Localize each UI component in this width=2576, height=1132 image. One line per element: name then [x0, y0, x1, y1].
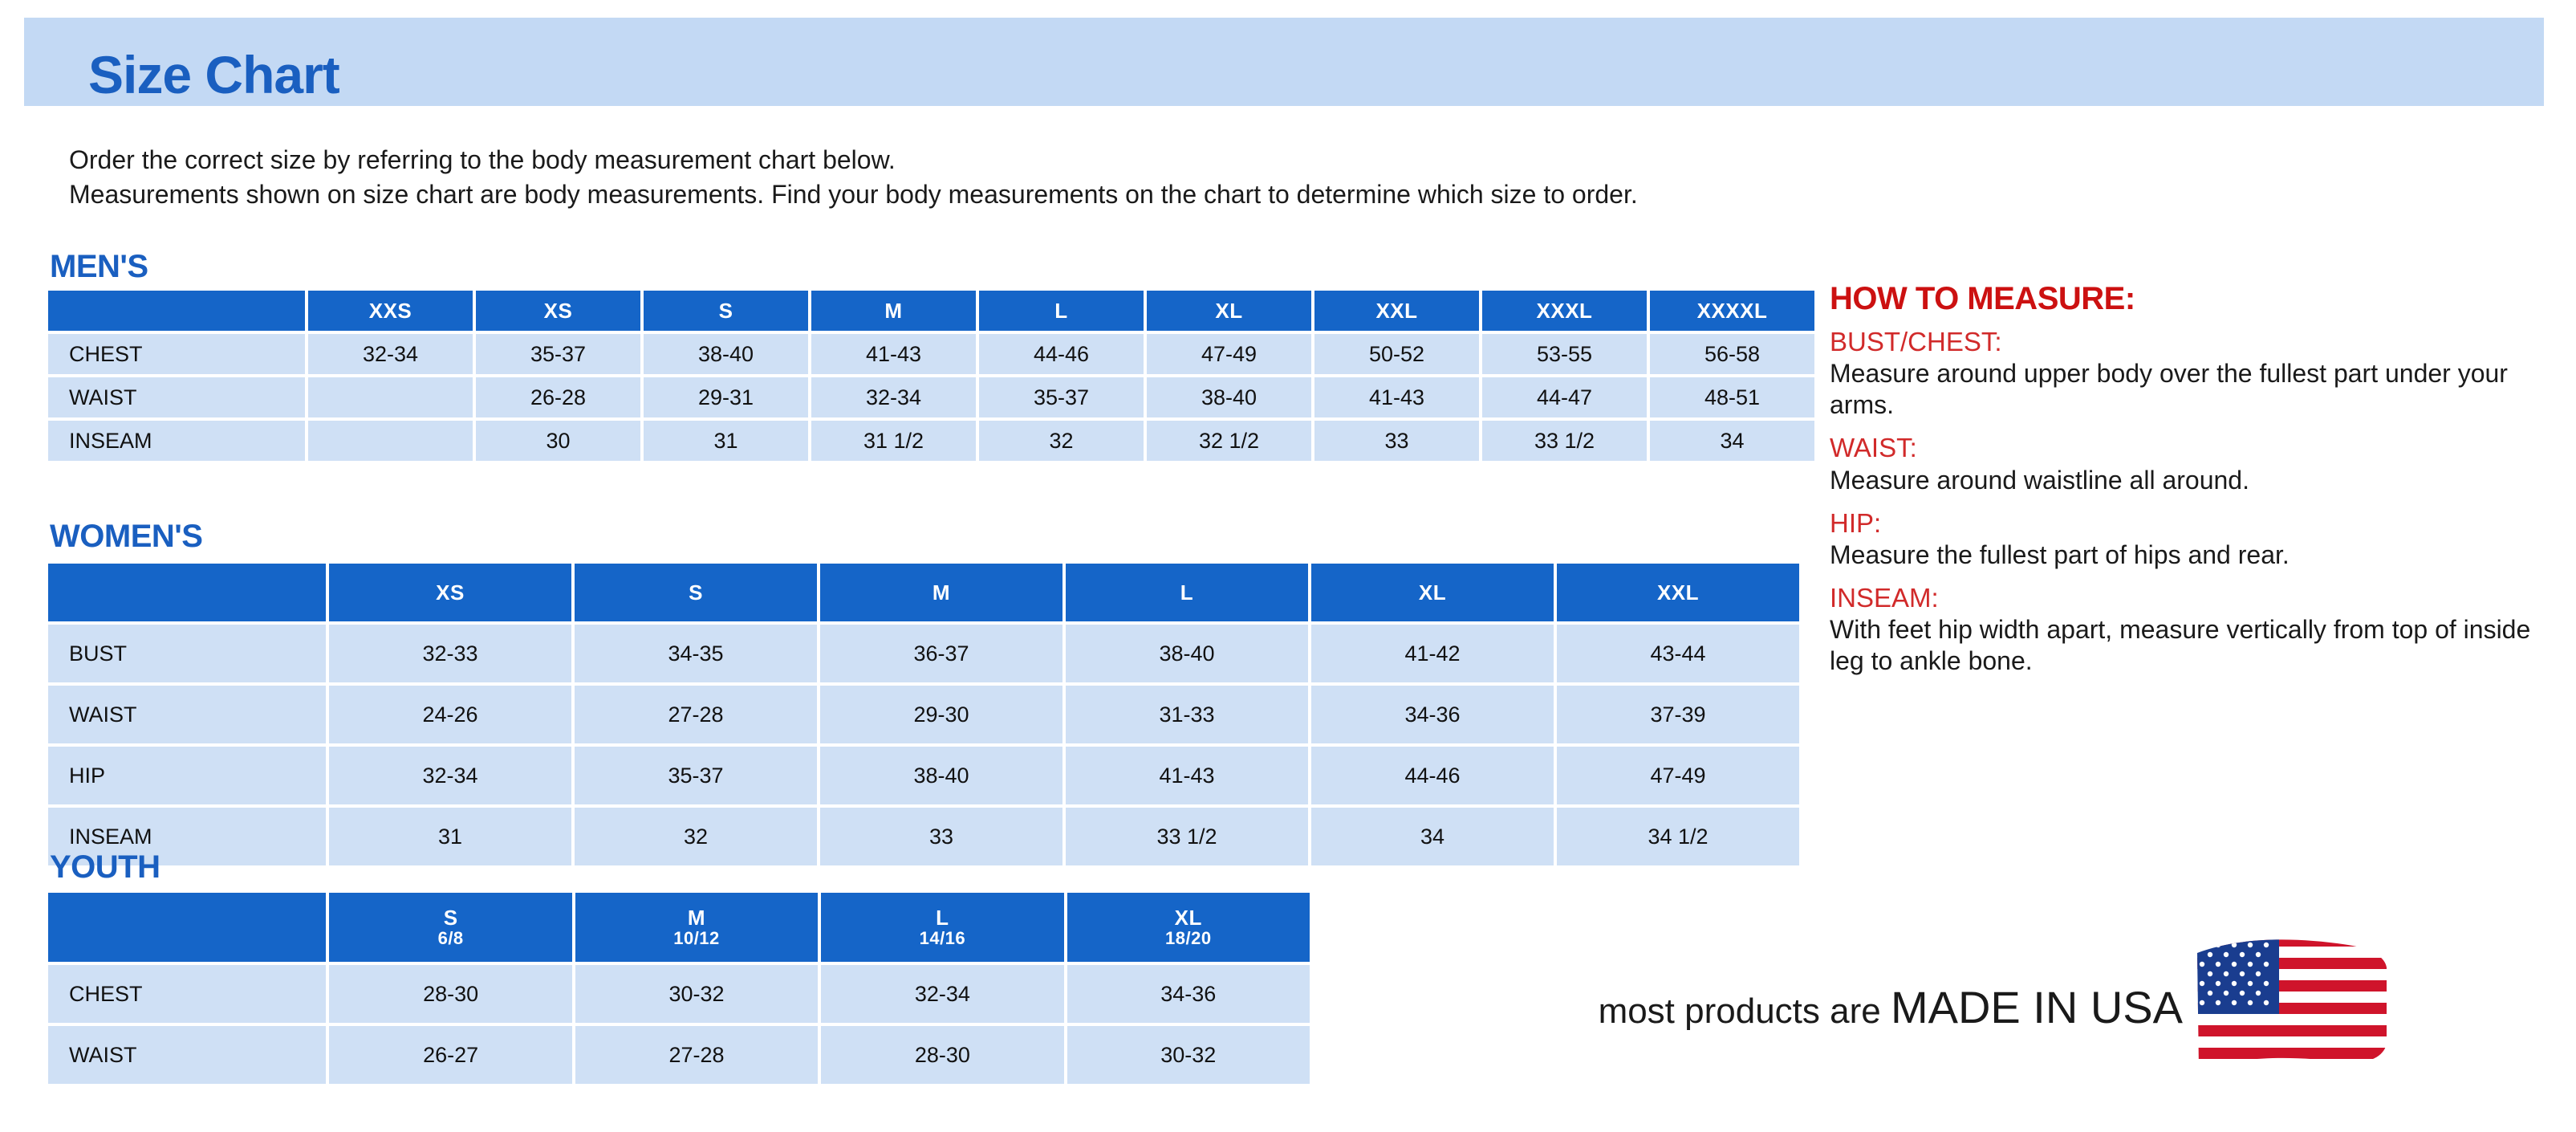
table-cell: 34-36 [1067, 965, 1310, 1023]
table-row [48, 808, 1799, 865]
table-cell: 30 [476, 421, 640, 461]
measure-term: BUST/CHEST: [1830, 327, 2002, 356]
table-row [48, 625, 1799, 682]
table-cell: 31 [329, 808, 571, 865]
table-cell: 56-58 [1650, 334, 1814, 374]
table-cell: 53-55 [1482, 334, 1647, 374]
column-header: L [979, 291, 1144, 331]
how-to-measure-title: HOW TO MEASURE: [1830, 281, 2135, 316]
usa-flag-icon [2191, 935, 2391, 1080]
measure-text: Measure around waistline all around. [1830, 465, 2249, 495]
table-cell: 48-51 [1650, 377, 1814, 417]
table-cell: 38-40 [820, 747, 1062, 804]
table-cell: 32-33 [329, 625, 571, 682]
measure-text: With feet hip width apart, measure vertically from top of inside leg to ankle bone. [1830, 615, 2531, 676]
measure-item [1830, 434, 2552, 495]
intro-line-2: Measurements shown on size chart are body measurements. Find your body measurements on the chart to determine which size to order. [69, 179, 1638, 209]
table-cell: 29-31 [644, 377, 808, 417]
table-cell: 44-46 [979, 334, 1144, 374]
column-header: XS [476, 291, 640, 331]
table-cell: 32-34 [308, 334, 473, 374]
table-cell: 34-36 [1311, 686, 1554, 743]
table-row [48, 686, 1799, 743]
table-cell: 34 [1650, 421, 1814, 461]
table-cell: 33 [820, 808, 1062, 865]
table-cell: 30-32 [1067, 1026, 1310, 1084]
table-cell: 36-37 [820, 625, 1062, 682]
column-header-age: 10/12 [673, 928, 720, 949]
table-cell: 31 1/2 [811, 421, 976, 461]
table-header-row [48, 564, 1799, 621]
table-cell: 47-49 [1147, 334, 1311, 374]
table-cell: 32-34 [811, 377, 976, 417]
column-header: S [575, 564, 817, 621]
table-header-row [48, 893, 1310, 962]
column-header [1067, 893, 1310, 962]
table-cell: 31-33 [1066, 686, 1308, 743]
table-row [48, 1026, 1310, 1084]
column-header: L [1066, 564, 1308, 621]
table-cell: 34-35 [575, 625, 817, 682]
table-cell: 41-43 [1314, 377, 1479, 417]
table-cell: 33 1/2 [1482, 421, 1647, 461]
column-header: XS [329, 564, 571, 621]
row-label: CHEST [48, 334, 305, 374]
column-header: XXXL [1482, 291, 1647, 331]
table-cell: 31 [644, 421, 808, 461]
table-row [48, 747, 1799, 804]
intro-text [69, 143, 2525, 212]
table-cell: 38-40 [1066, 625, 1308, 682]
table-cell: 28-30 [821, 1026, 1063, 1084]
table-cell: 32 1/2 [1147, 421, 1311, 461]
table-cell: 41-43 [811, 334, 976, 374]
table-cell: 26-27 [329, 1026, 571, 1084]
column-header-size: S [443, 905, 458, 930]
column-header: S [644, 291, 808, 331]
row-label: CHEST [48, 965, 326, 1023]
table-cell [308, 421, 473, 461]
row-label: INSEAM [48, 808, 326, 865]
column-header [48, 893, 326, 962]
womens-section-title: WOMEN'S [50, 519, 203, 554]
column-header: XXS [308, 291, 473, 331]
column-header: XL [1311, 564, 1554, 621]
youth-size-table [45, 890, 1313, 1087]
womens-size-table [45, 560, 1802, 869]
column-header: M [811, 291, 976, 331]
column-header: XL [1147, 291, 1311, 331]
row-label: WAIST [48, 377, 305, 417]
measure-text: Measure the fullest part of hips and rear. [1830, 540, 2290, 569]
table-row [48, 334, 1814, 374]
measure-term: HIP: [1830, 507, 1882, 538]
table-cell: 41-42 [1311, 625, 1554, 682]
row-label: BUST [48, 625, 326, 682]
page-title: Size Chart [88, 45, 339, 104]
table-cell: 34 [1311, 808, 1554, 865]
row-label: HIP [48, 747, 326, 804]
column-header [329, 893, 571, 962]
row-label: WAIST [48, 686, 326, 743]
table-cell: 26-28 [476, 377, 640, 417]
table-cell: 30-32 [575, 965, 818, 1023]
row-label: WAIST [48, 1026, 326, 1084]
table-cell: 41-43 [1066, 747, 1308, 804]
table-cell: 32 [979, 421, 1144, 461]
table-row [48, 377, 1814, 417]
table-cell: 32-34 [821, 965, 1063, 1023]
column-header [48, 291, 305, 331]
table-cell: 50-52 [1314, 334, 1479, 374]
column-header-size: XL [1174, 905, 1202, 930]
measure-term: WAIST: [1830, 433, 1917, 463]
table-cell: 27-28 [575, 1026, 818, 1084]
intro-line-1: Order the correct size by referring to the body measurement chart below. [69, 145, 896, 174]
table-row [48, 421, 1814, 461]
column-header [821, 893, 1063, 962]
column-header [575, 893, 818, 962]
table-cell: 43-44 [1557, 625, 1799, 682]
measure-item [1830, 584, 2552, 677]
table-cell: 33 1/2 [1066, 808, 1308, 865]
table-cell: 33 [1314, 421, 1479, 461]
table-cell: 35-37 [979, 377, 1144, 417]
column-header [48, 564, 326, 621]
table-cell: 35-37 [575, 747, 817, 804]
table-cell: 28-30 [329, 965, 571, 1023]
column-header: XXL [1557, 564, 1799, 621]
measure-text: Measure around upper body over the fullest part under your arms. [1830, 359, 2508, 420]
column-header: XXL [1314, 291, 1479, 331]
table-cell: 29-30 [820, 686, 1062, 743]
table-cell: 32-34 [329, 747, 571, 804]
table-cell: 34 1/2 [1557, 808, 1799, 865]
youth-section-title: YOUTH [50, 849, 160, 885]
header-banner [24, 18, 2544, 106]
table-cell: 35-37 [476, 334, 640, 374]
column-header-size: L [936, 905, 949, 930]
mens-section-title: MEN'S [50, 249, 148, 284]
column-header-age: 6/8 [437, 928, 464, 949]
table-cell: 38-40 [1147, 377, 1311, 417]
table-cell: 37-39 [1557, 686, 1799, 743]
column-header-age: 14/16 [919, 928, 966, 949]
column-header: M [820, 564, 1062, 621]
measure-item [1830, 328, 2552, 421]
table-cell: 27-28 [575, 686, 817, 743]
made-in-usa-label: MADE IN USA [1890, 982, 2183, 1032]
table-cell [308, 377, 473, 417]
table-cell: 47-49 [1557, 747, 1799, 804]
table-row [48, 965, 1310, 1023]
row-label: INSEAM [48, 421, 305, 461]
table-cell: 44-46 [1311, 747, 1554, 804]
column-header-size: M [687, 905, 706, 930]
column-header: XXXXL [1650, 291, 1814, 331]
measure-term: INSEAM: [1830, 583, 1939, 613]
measure-item [1830, 509, 2552, 571]
how-to-measure-panel [1830, 283, 2552, 677]
table-cell: 32 [575, 808, 817, 865]
table-cell: 44-47 [1482, 377, 1647, 417]
made-in-usa-prefix: most products are [1598, 992, 1891, 1031]
table-header-row [48, 291, 1814, 331]
made-in-usa-text [1380, 981, 2183, 1033]
table-cell: 38-40 [644, 334, 808, 374]
column-header-age: 18/20 [1165, 928, 1212, 949]
table-cell: 24-26 [329, 686, 571, 743]
mens-size-table [45, 287, 1818, 464]
